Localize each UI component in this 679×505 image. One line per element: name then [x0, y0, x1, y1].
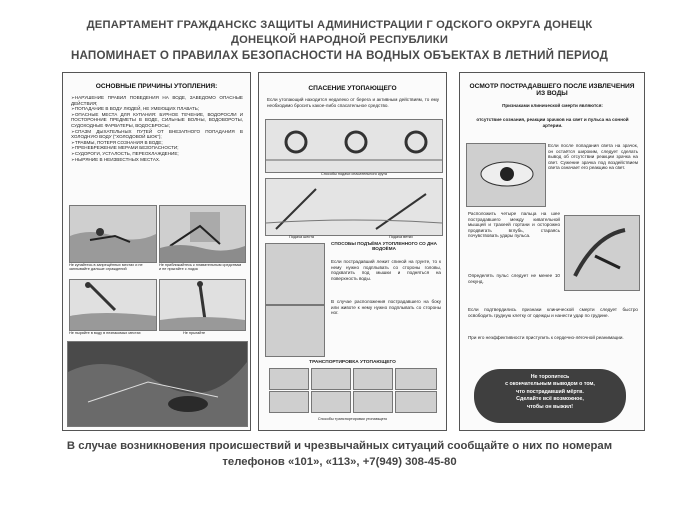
- jumping-illustration: [159, 279, 246, 331]
- cause-item: ➢СПАЗМ ДЫХАТЕЛЬНЫХ ПУТЕЙ ОТ ВНЕЗАПНОГО ПОПАДАНИЯ В ХОЛОДНУЮ ВОДУ ("ХОЛОДОВОЙ ШОК");: [71, 128, 243, 140]
- pulse-check-illustration: [564, 215, 640, 291]
- panel-rescue: [258, 72, 447, 431]
- pole-branch-illustration: [265, 178, 443, 236]
- warning-oval: [474, 369, 626, 423]
- transport-title: ТРАНСПОРТИРОВКА УТОПАЮЩЕГО: [309, 360, 396, 365]
- pupil-check-text: Если после попадания света на зрачок, он остаётся широким, следует сделать вывод об отсутствии реакции зрачка на свет. Сужение зрачка под воздействием света означает его реакцию на свет.: [548, 143, 638, 171]
- header-line-3: НАПОМИНАЕТ О ПРАВИЛАХ БЕЗОПАСНОСТИ НА ВОДНЫХ ОБЪЕКТАХ В ЛЕТНИЙ ПЕРИОД: [70, 49, 609, 62]
- caption-ring: Способы подачи спасательного круга: [321, 172, 387, 176]
- warning-line: чтобы он выжил!: [527, 403, 573, 410]
- caption-2: Не приближайтесь к плавательным средствам и не прыгайте с лодок: [159, 263, 242, 272]
- warning-line: Не торопитесь: [530, 374, 570, 380]
- cause-item: ➢СУДОРОГИ, УСТАЛОСТЬ, ПЕРЕОХЛАЖДЕНИЕ;: [71, 150, 179, 156]
- transport-img-1: [269, 368, 309, 390]
- rescue-scene-photo: [67, 341, 248, 427]
- caption-3: Не ныряйте в воду в незнакомых местах: [69, 331, 141, 335]
- cause-item: ➢ОПАСНЫЕ МЕСТА ДЛЯ КУПАНИЯ: БУРНОЕ ТЕЧЕНИЕ, ВОДОРОСЛИ И ПОСТОРОННИЕ ПРЕДМЕТЫ В ВОДЕ, СИЛЬНЫЕ ВОЛНЫ, ВОДОВОРОТЫ, СУДОХОДНЫЕ ФАРВАТЕРЫ, ВОДОСБРОСЫ;: [71, 111, 243, 128]
- cpr-text: При его неэффективности приступить к сердечно-лёгочной реанимации.: [468, 335, 624, 340]
- cause-item: ➢ПРЕНЕБРЕЖЕНИЕ МЕРАМИ БЕЗОПАСНОСТИ;: [71, 145, 179, 151]
- transport-img-2: [311, 368, 351, 390]
- transport-img-5: [269, 391, 309, 413]
- transport-img-7: [353, 391, 393, 413]
- swimmer-illustration: [69, 205, 157, 263]
- panel2-title: СПАСЕНИЕ УТОПАЮЩЕГО: [308, 85, 397, 92]
- cause-item: ➢НАРУШЕНИЕ ПРАВИЛ ПОВЕДЕНИЯ НА ВОДЕ, ЗАВЕДОМО ОПАСНЫЕ ДЕЙСТВИЯ;: [71, 95, 243, 106]
- caption-1: Не купайтесь в запрещённых местах и не заплывайте дальше ограждений: [69, 263, 143, 272]
- footer-line-1: В случае возникновения происшествий и чрезвычайных ситуаций сообщайте о них по номерам: [66, 440, 613, 452]
- caption-pole: Подача шеста: [289, 235, 315, 239]
- boat-jump-illustration: [159, 205, 246, 263]
- death-signs-text: отсутствие сознания, реакции зрачков на свет и пульса на сонной артерии.: [476, 117, 629, 128]
- caption-4: Не прыгайте: [183, 331, 206, 335]
- cause-item: ➢ТРАВМЫ, ПОТЕРЯ СОЗНАНИЯ В ВОДЕ;: [71, 139, 163, 145]
- transport-img-8: [395, 391, 437, 413]
- lift-text-1: Если пострадавший лежит спиной на грунте, то к нему нужно подплывать со стороны головы, подхватить под мышки и подняться на поверхность воды.: [331, 259, 441, 281]
- lift-text-2: В случае расположения пострадавшего на боку или животе к нему нужно подплывать со стороны ног.: [331, 299, 441, 316]
- underwater-lift-illustration-1: [265, 243, 325, 305]
- pulse-check-text: Расположить четыре пальца на шее пострадавшего между кивательной мышцей и трахеей гортани и осторожно продвигать вглубь, стараясь почувствовать удары пульса.: [468, 211, 560, 239]
- death-signs-heading: Признаками клинической смерти являются:: [502, 103, 603, 108]
- clinical-death-confirm-text: Если подтвердились признаки клинической смерти следует быстро освободить грудную клетку от одежды и нанести удар по грудине.: [468, 307, 638, 318]
- transport-img-3: [353, 368, 393, 390]
- rescue-intro: Если утопающий находится недалеко от берега и активным действиям, то ему необходимо бросить какое-либо спасательное средство.: [267, 97, 439, 108]
- header-line-1: ДЕПАРТАМЕНТ ГРАЖДАНСКС ЗАЩИТЫ АДМИНИСТРАЦИИ Г ОДСКОГО ОКРУГА ДОНЕЦК: [86, 19, 593, 31]
- footer-line-2: телефонов «101», «113», +7(949) 308-45-80: [222, 456, 457, 468]
- pulse-duration-text: Определять пульс следует не менее 10 секунд.: [468, 273, 560, 284]
- transport-img-4: [395, 368, 437, 390]
- panel-drowning-causes: [62, 72, 251, 431]
- cause-item: ➢НЫРЯНИЕ В НЕИЗВЕСТНЫХ МЕСТАХ.: [71, 156, 161, 162]
- underwater-lift-illustration-2: [265, 305, 325, 357]
- cause-item: ➢ПОПАДАНИЕ В ВОДУ ЛЮДЕЙ, НЕ УМЕЮЩИХ ПЛАВАТЬ;: [71, 106, 200, 112]
- caption-branch: Подача ветки: [389, 235, 413, 239]
- warning-line: что пострадавший мёртв.: [516, 388, 584, 395]
- diving-illustration: [69, 279, 157, 331]
- header-line-2: ДОНЕЦКОЙ НАРОДНОЙ РЕСПУБЛИКИ: [230, 34, 449, 46]
- lift-methods-title: СПОСОБЫ ПОДЪЁМА УТОПЛЕННОГО СО ДНА ВОДОЁМА: [331, 241, 437, 251]
- causes-list: [71, 95, 243, 162]
- warning-line: Сделайте всё возможное,: [516, 396, 584, 403]
- transport-img-6: [311, 391, 351, 413]
- ring-throw-illustration: [265, 119, 443, 173]
- panel3-title: ОСМОТР ПОСТРАДАВШЕГО ПОСЛЕ ИЗВЛЕЧЕНИЯ ИЗ ВОДЫ: [469, 83, 635, 97]
- caption-transport: Способы транспортировки утопающего: [317, 417, 388, 421]
- warning-line: с окончательным выводом о том,: [505, 381, 595, 388]
- eye-check-illustration: [466, 143, 546, 207]
- panel1-title: ОСНОВНЫЕ ПРИЧИНЫ УТОПЛЕНИЯ:: [95, 83, 218, 90]
